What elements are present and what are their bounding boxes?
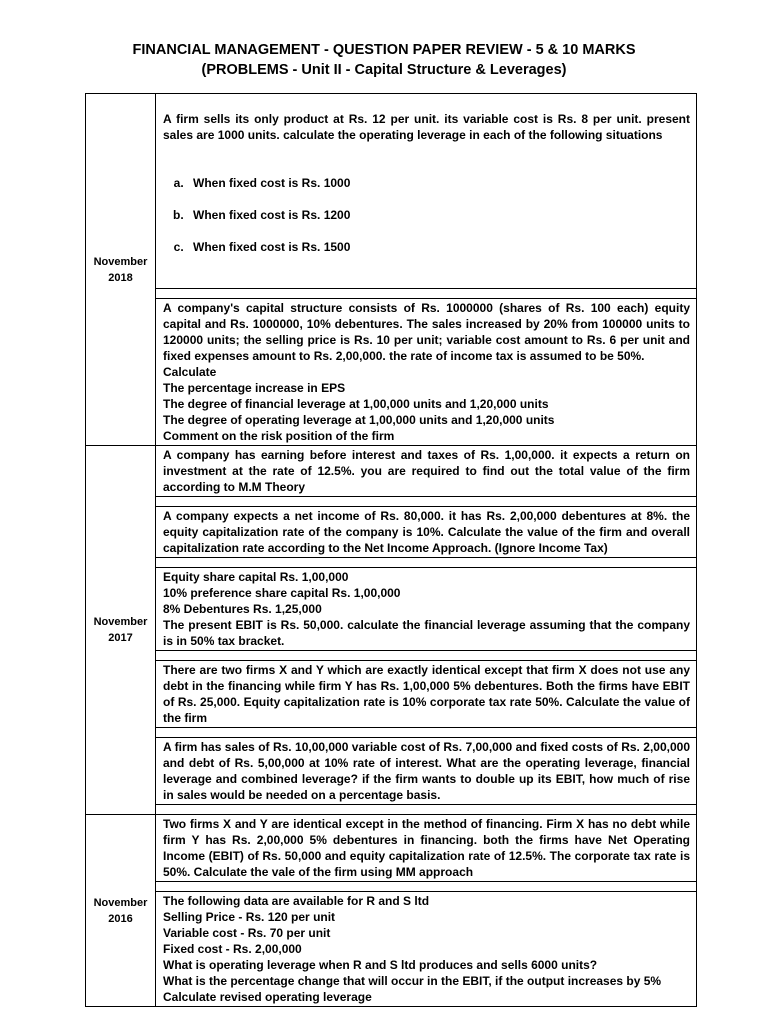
question-cell: A company expects a net income of Rs. 80,000. it has Rs. 2,00,000 debentures at 8%. the equity capitalization rate of the company is 10%. Calculate the value of the firm and overall capitalization rate according to the Net Income Approach. (Ignore Income Tax)	[156, 507, 697, 558]
spacer-cell	[156, 558, 697, 568]
document-subtitle: (PROBLEMS - Unit II - Capital Structure & Leverages)	[201, 62, 567, 78]
table-row	[86, 738, 697, 805]
question-cell: The following data are available for R and S ltd Selling Price - Rs. 120 per unit Variable cost - Rs. 70 per unit Fixed cost - Rs. 2,00,000 What is operating leverage when R and S ltd produces and sells 6000 units? What is the percentage change that will occur in the EBIT, if the output increases by 5% Calculate revised operating leverage	[156, 892, 697, 1007]
table-row	[86, 299, 697, 446]
spacer-cell	[156, 805, 697, 815]
spacer-cell	[156, 289, 697, 299]
spacer-row	[86, 728, 697, 738]
spacer-cell	[156, 497, 697, 507]
table-row	[86, 507, 697, 558]
sub-item-list	[163, 159, 690, 271]
spacer-cell	[156, 728, 697, 738]
spacer-row	[86, 882, 697, 892]
document-title: FINANCIAL MANAGEMENT - QUESTION PAPER REVIEW - 5 & 10 MARKS	[132, 42, 636, 58]
list-item: c. When fixed cost is Rs. 1500	[187, 239, 690, 255]
table-row	[86, 892, 697, 1007]
table-row	[86, 815, 697, 882]
question-cell: There are two firms X and Y which are exactly identical except that firm X does not use any debt in the financing while firm Y has Rs. 1,00,000 5% debentures. Both the firms have EBIT of Rs. 25,000. Equity capitalization rate is 10% corporate tax rate 50%. Calculate the value of the firm	[156, 661, 697, 728]
spacer-row	[86, 651, 697, 661]
year-cell-nov-2017: November 2017	[86, 446, 156, 815]
question-cell	[156, 94, 697, 289]
spacer-cell	[156, 882, 697, 892]
year-cell-nov-2016: November 2016	[86, 815, 156, 1007]
spacer-row	[86, 289, 697, 299]
question-text: A firm sells its only product at Rs. 12 per unit. its variable cost is Rs. 8 per unit. present sales are 1000 units. calculate the operating leverage in each of the following situations	[163, 112, 690, 142]
question-cell: Equity share capital Rs. 1,00,000 10% preference share capital Rs. 1,00,000 8% Debentures Rs. 1,25,000 The present EBIT is Rs. 50,000. calculate the financial leverage assuming that the company is in 50% tax bracket.	[156, 568, 697, 651]
question-cell: Two firms X and Y are identical except in the method of financing. Firm X has no debt while firm Y has Rs. 2,00,000 5% debentures in financing. both the firms have Net Operating Income (EBIT) of Rs. 50,000 and equity capitalization rate of 12.5%. The corporate tax rate is 50%. Calculate the vale of the firm using MM approach	[156, 815, 697, 882]
table-row	[86, 568, 697, 651]
list-item: b. When fixed cost is Rs. 1200	[187, 207, 690, 223]
question-cell: A firm has sales of Rs. 10,00,000 variable cost of Rs. 7,00,000 and fixed costs of Rs. 2,00,000 and debt of Rs. 5,00,000 at 10% rate of interest. What are the operating leverage, financial leverage and combined leverage? if the firm wants to double up its EBIT, how much of rise in sales would be needed on a percentage basis.	[156, 738, 697, 805]
document-header	[0, 40, 768, 80]
spacer-cell	[156, 651, 697, 661]
spacer-row	[86, 558, 697, 568]
question-table	[85, 93, 697, 1007]
list-item: a. When fixed cost is Rs. 1000	[187, 175, 690, 191]
table-row	[86, 446, 697, 497]
table-row	[86, 94, 697, 289]
question-cell: A company has earning before interest and taxes of Rs. 1,00,000. it expects a return on investment at the rate of 12.5%. you are required to find out the total value of the firm according to M.M Theory	[156, 446, 697, 497]
table-row	[86, 661, 697, 728]
year-cell-nov-2018: November 2018	[86, 94, 156, 446]
question-cell: A company's capital structure consists of Rs. 1000000 (shares of Rs. 100 each) equity capital and Rs. 1000000, 10% debentures. The sales increased by 20% from 100000 units to 120000 units; the selling price is Rs. 10 per unit; variable cost amount to Rs. 6 per unit and fixed expenses amount to Rs. 2,00,000. the rate of income tax is assumed to be 50%. Calculate The percentage increase in EPS The degree of financial leverage at 1,00,000 units and 1,20,000 units The degree of operating leverage at 1,00,000 units and 1,20,000 units Comment on the risk position of the firm	[156, 299, 697, 446]
spacer-row	[86, 805, 697, 815]
spacer-row	[86, 497, 697, 507]
